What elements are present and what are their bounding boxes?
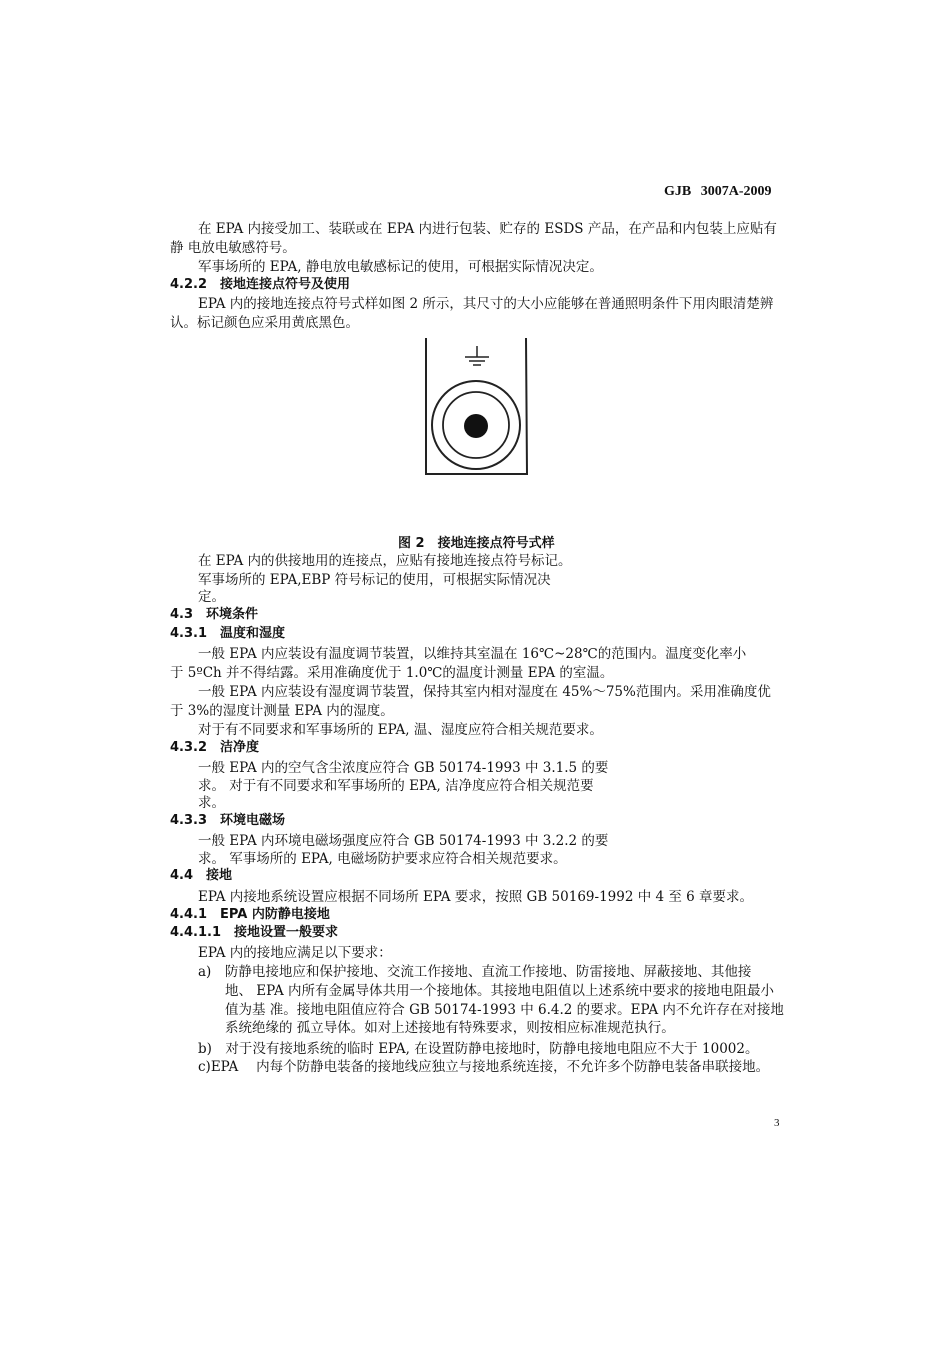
figure-frame	[426, 338, 527, 474]
paragraph-line: 求。	[198, 795, 225, 811]
ground-icon	[465, 346, 489, 365]
paragraph-line: 静 电放电敏感符号。	[170, 240, 296, 256]
list-item-a-cont: 系统绝缘的 孤立导体。如对上述接地有特殊要求，则按相应标准规范执行。	[225, 1020, 675, 1036]
paragraph-line: EPA 内接地系统设置应根据不同场所 EPA 要求，按照 GB 50169-1992 中 4 至 6 章要求。	[198, 889, 754, 905]
list-item-a-cont: 地、 EPA 内所有金属导体共用一个接地体。其接地电阻值以上述系统中要求的接地电阻最小	[225, 983, 775, 999]
list-item-a-cont: 值为基 准。接地电阻值应符合 GB 50174-1993 中 6.4.2 的要求。EPA 内不允许存在对接地	[225, 1002, 784, 1018]
section-heading-4-2-2: 4.2.2 接地连接点符号及使用	[170, 277, 351, 292]
paragraph-line: 一般 EPA 内的空气含尘浓度应符合 GB 50174-1993 中 3.1.5 的要	[198, 760, 609, 776]
paragraph-line: 于 3%的湿度计测量 EPA 内的湿度。	[170, 703, 394, 719]
section-heading-4-3: 4.3 环境条件	[170, 607, 259, 622]
paragraph-line: EPA 内的接地连接点符号式样如图 2 所示，其尺寸的大小应能够在普通照明条件下用肉眼清楚辨	[198, 296, 774, 312]
list-item-a: a) 防静电接地应和保护接地、交流工作接地、直流工作接地、防雷接地、屏蔽接地、其他接	[198, 964, 752, 980]
paragraph-line: 军事场所的 EPA, 静电放电敏感标记的使用，可根据实际情况决定。	[198, 259, 603, 275]
paragraph-line: 对于有不同要求和军事场所的 EPA, 温、湿度应符合相关规范要求。	[198, 722, 603, 738]
paragraph-line: 求。 军事场所的 EPA, 电磁场防护要求应符合相关规范要求。	[198, 851, 567, 867]
document-header: GJB 3007A-2009	[664, 184, 772, 199]
grounding-symbol-figure	[420, 338, 532, 478]
paragraph-line: 在 EPA 内接受加工、装联或在 EPA 内进行包装、贮存的 ESDS 产品，在产品和内包装上应贴有	[198, 221, 777, 237]
section-heading-4-4: 4.4 接地	[170, 868, 233, 883]
paragraph-line: 军事场所的 EPA,EBP 符号标记的使用，可根据实际情况决	[198, 572, 551, 588]
paragraph-line: 求。 对于有不同要求和军事场所的 EPA, 洁净度应符合相关规范要	[198, 778, 594, 794]
figure-caption: 图 2 接地连接点符号式样	[398, 536, 555, 551]
paragraph-line: 于 5ºCh 并不得结露。采用准确度优于 1.0℃的温度计测量 EPA 的室温。	[170, 665, 614, 681]
section-heading-4-3-3: 4.3.3 环境电磁场	[170, 813, 286, 828]
paragraph-line: 认。标记颜色应采用黄底黑色。	[170, 315, 359, 331]
paragraph-line: 在 EPA 内的供接地用的连接点，应贴有接地连接点符号标记。	[198, 553, 572, 569]
section-heading-4-4-1: 4.4.1 EPA 内防静电接地	[170, 907, 330, 922]
paragraph-line: 一般 EPA 内应装设有温度调节装置，以维持其室温在 16℃~28℃的范围内。温度变化率小	[198, 646, 747, 662]
paragraph-line: EPA 内的接地应满足以下要求：	[198, 945, 392, 961]
page-number: 3	[774, 1117, 780, 1129]
list-item-c: c)EPA 内每个防静电装备的接地线应独立与接地系统连接，不允许多个防静电装备串联接地。	[198, 1059, 770, 1075]
paragraph-line: 一般 EPA 内环境电磁场强度应符合 GB 50174-1993 中 3.2.2 的要	[198, 833, 609, 849]
paragraph-line: 一般 EPA 内应装设有湿度调节装置，保持其室内相对湿度在 45%～75%范围内。采用准确度优	[198, 684, 771, 700]
section-heading-4-3-2: 4.3.2 洁净度	[170, 740, 260, 755]
list-item-b: b) 对于没有接地系统的临时 EPA, 在设置防静电接地时，防静电接地电阻应不大于 10002。	[198, 1041, 759, 1057]
paragraph-line: 定。	[198, 589, 225, 605]
center-dot	[464, 414, 488, 438]
section-heading-4-3-1: 4.3.1 温度和湿度	[170, 626, 286, 641]
section-heading-4-4-1-1: 4.4.1.1 接地设置一般要求	[170, 925, 338, 940]
